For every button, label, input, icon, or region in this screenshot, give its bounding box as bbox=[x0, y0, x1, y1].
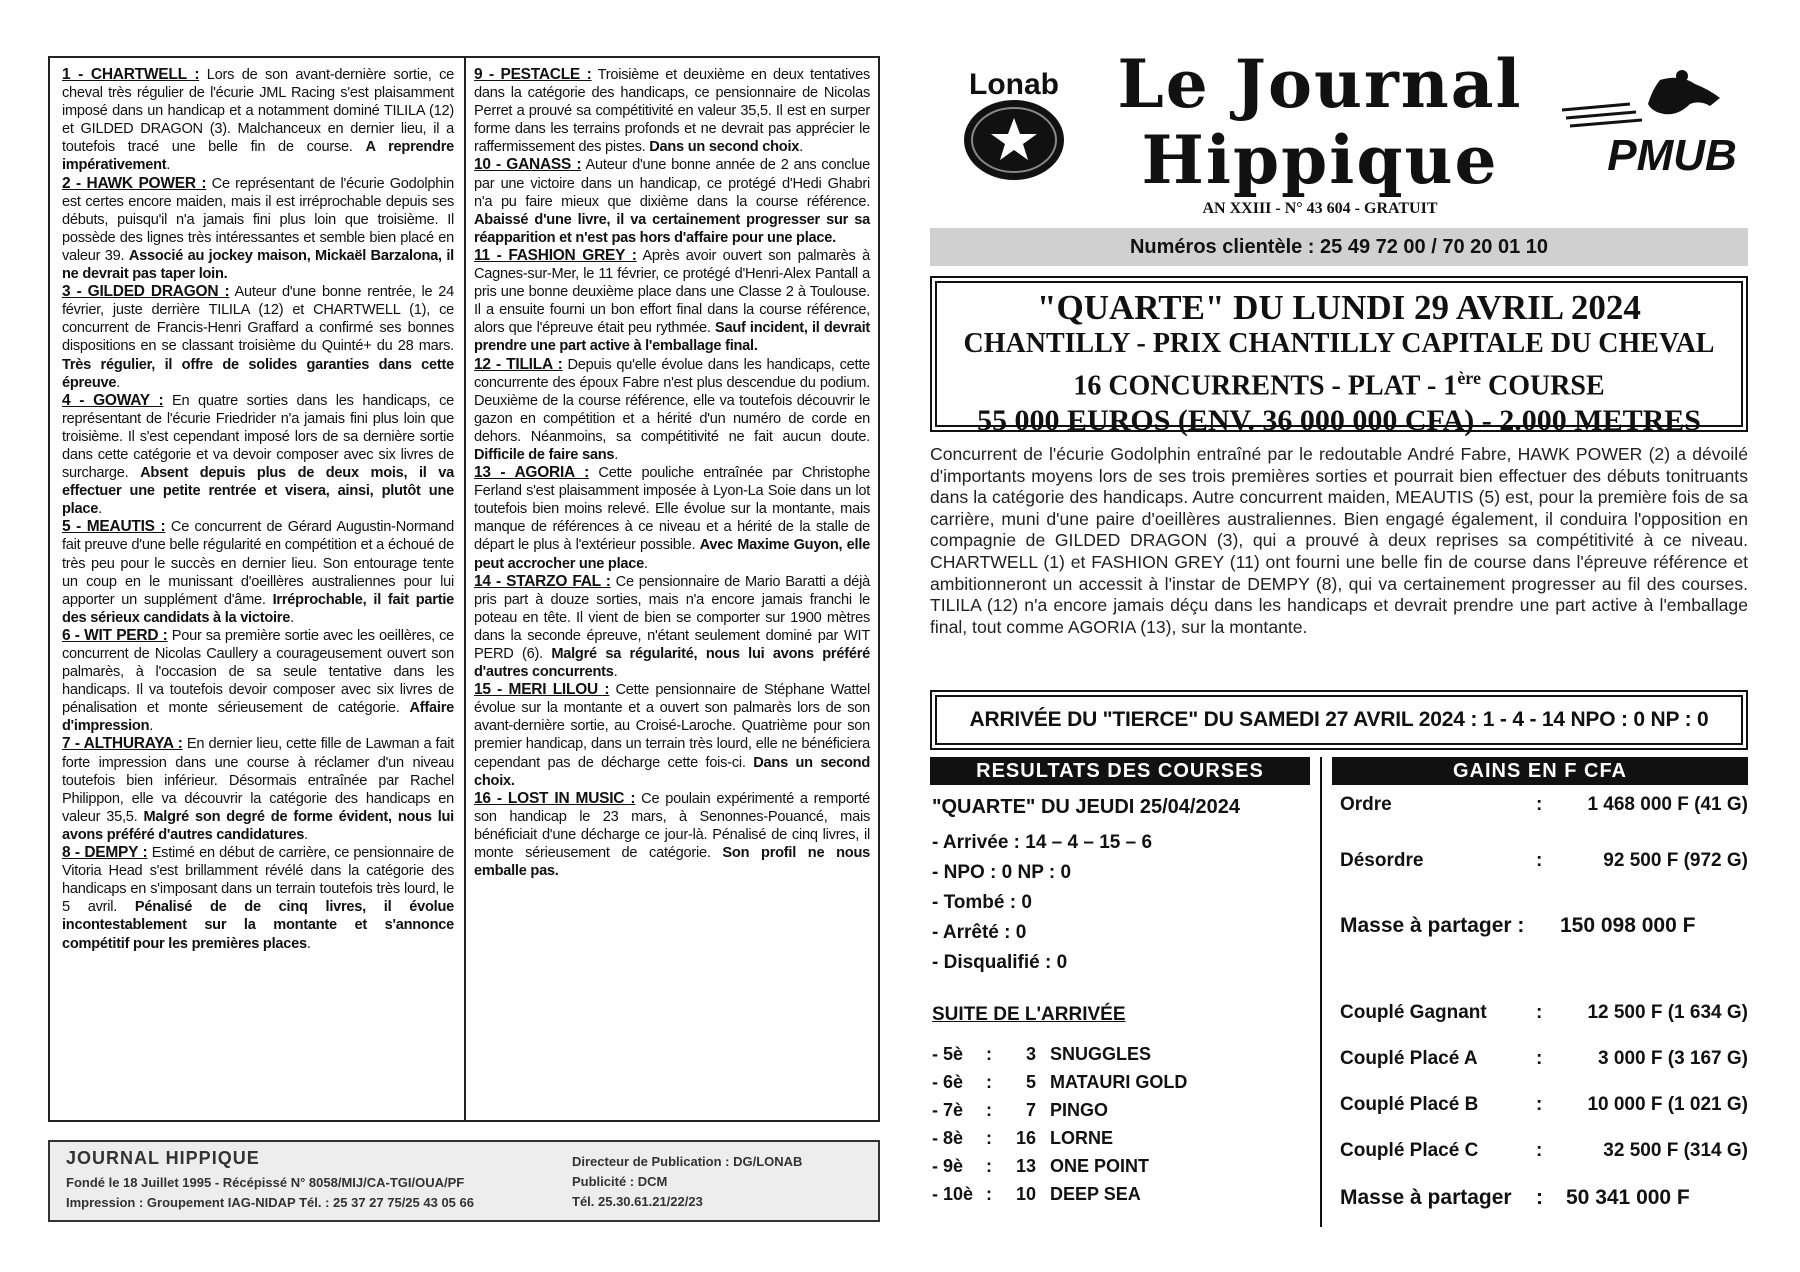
horse-name: 14 - STARZO FAL : bbox=[474, 572, 611, 590]
tierce-result-text: ARRIVÉE DU "TIERCE" DU SAMEDI 27 AVRIL 2024 : 1 - 4 - 14 NPO : 0 NP : 0 bbox=[935, 695, 1743, 745]
horse-comment: Auteur d'une bonne rentrée, le 24 février, juste derrière TILILA (12) et CHARTWELL (1), ce concurrent de Francis-Henri Graffard a confirmé ses bonnes dispositions en se classant troisième du Quinté+ du 28 mars. bbox=[62, 284, 454, 355]
gains-sep: : bbox=[1536, 1186, 1543, 1209]
suite-rank: - 7è bbox=[932, 1100, 964, 1120]
horse-entry bbox=[474, 681, 870, 790]
publication-footer bbox=[48, 1140, 880, 1222]
suite-rank: - 5è bbox=[932, 1044, 964, 1064]
customer-numbers-bar: Numéros clientèle : 25 49 72 00 / 70 20 01 10 bbox=[930, 228, 1748, 266]
suite-number: 10 bbox=[1015, 1184, 1036, 1204]
horse-entry bbox=[474, 356, 870, 465]
suite-title: SUITE DE L'ARRIVÉE bbox=[932, 1004, 1126, 1025]
quarte-date: "QUARTE" DU LUNDI 29 AVRIL 2024 bbox=[1037, 288, 1641, 327]
results-arrival: - Arrivée : 14 – 4 – 15 – 6 bbox=[932, 832, 1153, 853]
footer-founded: Fondé le 18 Juillet 1995 - Récépissé N° 8058/MIJ/CA-TGI/OUA/PF bbox=[66, 1175, 465, 1190]
lonab-wordmark: Lonab bbox=[969, 70, 1059, 101]
gains-value: 32 500 F (314 G) bbox=[1603, 1140, 1748, 1161]
suite-number: 3 bbox=[1025, 1044, 1036, 1064]
quarte-race-name: CHANTILLY - PRIX CHANTILLY CAPITALE DU CHEVAL bbox=[963, 328, 1715, 359]
gains-value: 12 500 F (1 634 G) bbox=[1587, 1002, 1748, 1023]
gains-sep: : bbox=[1536, 1002, 1543, 1023]
suite-number: 7 bbox=[1025, 1100, 1036, 1120]
horse-verdict-end: . bbox=[149, 718, 154, 735]
suite-horse-name: SNUGGLES bbox=[1050, 1044, 1152, 1064]
suite-number: 13 bbox=[1015, 1156, 1036, 1176]
gains-label: Masse à partager : bbox=[1340, 914, 1525, 937]
horse-comment: Lors de son avant-dernière sortie, ce cheval très régulier de l'écurie JML Racing s'est plaisamment imposé dans un handicap et a notamment dominé TILILA (12) et GILDED DRAGON (3). Malchanceux en dernier lieu, il a toutefois tracé une belle fin de course. bbox=[62, 67, 454, 156]
horse-verdict-end: . bbox=[614, 446, 619, 463]
footer-advertising: Publicité : DCM bbox=[572, 1174, 668, 1189]
gains-row bbox=[1336, 1094, 1750, 1122]
gains-sep: : bbox=[1536, 850, 1543, 871]
suite-row bbox=[928, 1184, 1308, 1210]
horse-comment: Auteur d'une bonne année de 2 ans conclue par une victoire dans un handicap, ce protégé d'Hedi Ghabri n'a pu faire mieux que dixième dans la course référence. bbox=[474, 157, 870, 210]
horse-comment: Cette pouliche entraînée par Christophe Ferland s'est plaisamment imposée à Lyon-La Soie dans un lot toutefois bien moins relevé. Elle évolue sur la montante, mais manque de références à ce niveau et a hérité de la stalle de départ le plus à l'extérieur possible. bbox=[474, 465, 870, 554]
horse-verdict: A reprendre impérativement bbox=[62, 139, 454, 174]
gains-label: Masse à partager bbox=[1340, 1186, 1512, 1209]
quarte-title-box bbox=[930, 276, 1748, 438]
gains-row bbox=[1336, 1002, 1750, 1030]
gains-row bbox=[1336, 1186, 1750, 1214]
horse-name: 16 - LOST IN MUSIC : bbox=[474, 789, 636, 807]
suite-row bbox=[928, 1100, 1308, 1126]
horse-verdict-end: . bbox=[306, 935, 311, 952]
edition-line: AN XXIII - N° 43 604 - GRATUIT bbox=[1202, 200, 1438, 217]
horse-verdict: Irréprochable, il fait partie des sérieux candidats à la victoire bbox=[62, 591, 454, 626]
gains-value: 92 500 F (972 G) bbox=[1603, 850, 1748, 871]
horse-comment: En quatre sorties dans les handicaps, ce représentant de l'écurie Friedrider n'a jamais fini plus loin que troisième. Il s'est cependant imposé lors de sa dernière sortie dans cette catégorie et va devoir composer avec six livres de surcharge. bbox=[62, 392, 454, 482]
horse-verdict: Associé au jockey maison, Mickaël Barzalona, il ne devrait pas taper loin. bbox=[62, 247, 454, 283]
lonab-logo bbox=[958, 70, 1070, 184]
horse-name: 7 - ALTHURAYA : bbox=[62, 735, 183, 753]
horse-name: 6 - WIT PERD : bbox=[62, 626, 168, 644]
suite-rank: - 8è bbox=[932, 1128, 964, 1148]
horse-verdict: Sauf incident, il devrait prendre une part active à l'emballage final. bbox=[474, 320, 870, 355]
horse-entry bbox=[62, 66, 454, 175]
horse-comment: Depuis qu'elle évolue dans les handicaps, cette concurrente des époux Fabre n'est plus descendue du podium. Deuxième de la course référence, elle va toutefois découvrir le gazon en compétition et a hérité d'un numéro de corde en dehors. Néanmoins, sa compétitivité ne fait aucun doute. bbox=[474, 356, 870, 445]
horse-verdict-end: . bbox=[290, 609, 294, 626]
horse-name: 10 - GANASS : bbox=[474, 156, 582, 174]
gains-label: Couplé Placé A bbox=[1340, 1048, 1478, 1069]
horse-entry bbox=[62, 627, 454, 736]
gains-label: Désordre bbox=[1340, 850, 1424, 871]
horse-name: 1 - CHARTWELL : bbox=[62, 66, 200, 83]
horse-entry bbox=[474, 156, 870, 246]
footer-title: JOURNAL HIPPIQUE bbox=[66, 1148, 260, 1168]
column-divider bbox=[464, 58, 466, 1120]
footer-director: Directeur de Publication : DG/LONAB bbox=[572, 1154, 803, 1169]
race-preview-paragraph: Concurrent de l'écurie Godolphin entraîné par le redoutable André Fabre, HAWK POWER (2) a dévoilé d'importants moyens lors de ses trois premières sorties et pourrait bien effectuer des débuts tonitruants dans la catégorie des handicaps. Autre concurrent maiden, MEAUTIS (5) est, pour la première fois de sa carrière, muni d'une paire d'oeillères australiennes. Bien engagé également, il conduira l'opposition en compagnie de GILDED DRAGON (3), qui a prouvé à deux reprises sa compétitivité à ce niveau. CHARTWELL (1) et FASHION GREY (11) ont fourni une belle fin de course dans l'épreuve référence et ambitionneront un accessit à l'instar de DEMPY (8), qui va certainement progresser au fil des courses. TILILA (12) n'a encore jamais déçu dans les handicaps et devrait prendre une part active à l'emballage final, tout comme AGORIA (13), sur la montante. bbox=[930, 444, 1748, 637]
horse-verdict: Dans un second choix. bbox=[474, 754, 870, 789]
horse-verdict-end: . bbox=[644, 555, 648, 572]
horse-comment: Estimé en début de carrière, ce pensionnaire de Vitoria Head s'est brillamment révélé dans la catégorie des handicaps en s'imposant dans un terrain toutefois très lourd, le 5 avril. bbox=[62, 845, 455, 916]
suite-number: 5 bbox=[1025, 1072, 1036, 1092]
gains-row bbox=[1336, 914, 1750, 942]
results-header: RESULTATS DES COURSES bbox=[930, 757, 1310, 785]
gains-value: 1 468 000 F (41 G) bbox=[1587, 794, 1748, 815]
footer-phone: Tél. 25.30.61.21/22/23 bbox=[572, 1194, 703, 1209]
horse-name: 12 - TILILA : bbox=[474, 355, 563, 373]
horse-verdict-end: . bbox=[166, 157, 171, 174]
gains-label: Couplé Placé B bbox=[1340, 1094, 1479, 1115]
horse-commentary-box bbox=[48, 56, 880, 1122]
horse-name: 13 - AGORIA : bbox=[474, 464, 589, 482]
commentary-column-2 bbox=[474, 66, 870, 1114]
suite-number: 16 bbox=[1015, 1128, 1036, 1148]
horse-entry bbox=[62, 844, 454, 953]
gains-row bbox=[1336, 794, 1750, 822]
horse-comment: Ce concurrent de Gérard Augustin-Normand fait preuve d'une belle régularité en compétition et a échoué de très peu pour le succès en dernier lieu. Son entourage tente un coup en le munissant d'oeillères australiennes pour lui apporter un supplément d'âme. bbox=[62, 519, 454, 608]
results-stopped: - Arrêté : 0 bbox=[932, 922, 1027, 943]
horse-entry bbox=[474, 464, 870, 573]
masthead-line-2: Hippique bbox=[1141, 121, 1499, 199]
horse-verdict: Très régulier, il offre de solides garanties dans cette épreuve bbox=[62, 356, 454, 391]
gains-row bbox=[1336, 850, 1750, 878]
horse-verdict-end: . bbox=[799, 139, 803, 156]
gains-value: 10 000 F (1 021 G) bbox=[1587, 1094, 1748, 1115]
suite-sep: : bbox=[986, 1128, 992, 1148]
horse-comment: Troisième et deuxième en deux tentatives dans la catégorie des handicaps, ce pensionnaire de Nicolas Perret a prouvé sa compétitivité en valeur 35,5. Il est en surper forme dans les terrains profonds et ne devrait pas apprécier le raffermissement des pistes. bbox=[474, 67, 870, 156]
footer-printing: Impression : Groupement IAG-NIDAP Tél. : 25 37 27 75/25 43 05 66 bbox=[66, 1195, 474, 1210]
horse-verdict: Son profil ne nous emballe pas. bbox=[474, 845, 870, 880]
horse-entry bbox=[474, 790, 870, 880]
gains-sep: : bbox=[1536, 794, 1543, 815]
pmub-wordmark: PMUB bbox=[1607, 131, 1737, 180]
horse-comment: Pour sa première sortie avec les oeillères, ce concurrent de Nicolas Caullery a courageusement ouvert son palmarès, à l'occasion de sa seule tentative dans les handicaps. Il va toutefois devoir composer avec six livres de pénalisation et monte sérieusement de catégorie. bbox=[62, 627, 454, 717]
suite-horse-name: DEEP SEA bbox=[1050, 1184, 1141, 1204]
horse-verdict: Absent depuis plus de deux mois, il va effectuer une petite rentrée et visera, ainsi, plutôt une place bbox=[62, 465, 454, 518]
gains-sep: : bbox=[1536, 1048, 1543, 1069]
horse-name: 2 - HAWK POWER : bbox=[62, 174, 207, 192]
results-fallen: - Tombé : 0 bbox=[932, 892, 1032, 913]
quarte-purse: 55 000 EUROS (ENV. 36 000 000 CFA) - 2.000 METRES bbox=[977, 404, 1701, 438]
horse-verdict-end: . bbox=[304, 826, 308, 843]
horse-verdict: Pénalisé de de cinq livres, il évolue incontestablement sur la montante et s'annonce compétitif pour les premières places bbox=[62, 899, 454, 952]
suite-row bbox=[928, 1128, 1308, 1154]
suite-rank: - 10è bbox=[932, 1184, 974, 1204]
masthead-line-1: Le Journal bbox=[1117, 45, 1523, 123]
gains-header: GAINS EN F CFA bbox=[1332, 757, 1748, 785]
quarte-runners: 16 CONCURRENTS - PLAT - 1ère COURSE bbox=[1073, 368, 1605, 402]
suite-horse-name: LORNE bbox=[1050, 1128, 1113, 1148]
horse-entry bbox=[62, 283, 454, 392]
horse-name: 11 - FASHION GREY : bbox=[474, 246, 637, 264]
suite-rank: - 9è bbox=[932, 1156, 964, 1176]
suite-horse-name: MATAURI GOLD bbox=[1050, 1072, 1188, 1092]
suite-horse-name: PINGO bbox=[1050, 1100, 1109, 1120]
gains-sep: : bbox=[1536, 1094, 1543, 1115]
masthead-title bbox=[1080, 46, 1560, 198]
pmub-logo bbox=[1560, 70, 1750, 180]
gains-label: Couplé Placé C bbox=[1340, 1140, 1479, 1161]
gains-label: Ordre bbox=[1340, 794, 1392, 815]
suite-sep: : bbox=[986, 1044, 992, 1064]
horse-comment: Après avoir ouvert son palmarès à Cagnes-sur-Mer, le 11 février, ce protégé d'Henri-Alex Pantall a pris une bonne deuxième place dans une Classe 2 à Toulouse. Il a ensuite fourni un bon effort final dans la course référence, alors que l'épreuve était peu rythmée. bbox=[474, 247, 870, 337]
suite-rank: - 6è bbox=[932, 1072, 964, 1092]
horse-entry bbox=[62, 392, 454, 519]
horse-entry bbox=[62, 518, 454, 627]
suite-horse-name: ONE POINT bbox=[1050, 1156, 1150, 1176]
gains-sep: : bbox=[1536, 1140, 1543, 1161]
horse-verdict: Abaissé d'une livre, il va certainement progresser sur sa réapparition et n'est pas hors d'affaire pour une place. bbox=[474, 211, 870, 246]
results-disqualified: - Disqualifié : 0 bbox=[932, 952, 1068, 973]
horse-verdict: Dans un second choix bbox=[649, 139, 800, 156]
tierce-result-box bbox=[930, 690, 1748, 750]
horse-entry bbox=[62, 175, 454, 284]
gains-row bbox=[1336, 1140, 1750, 1168]
commentary-column-1 bbox=[62, 66, 454, 1114]
horse-comment: Ce pensionnaire de Mario Baratti a déjà pris part à douze sorties, mais n'a encore jamais franchi le poteau en tête. Il vient de bien se comporter sur 1900 mètres dans la seconde épreuve, n'étant seulement dominé par WIT PERD (6). bbox=[474, 573, 870, 662]
gains-value: 150 098 000 F bbox=[1560, 914, 1696, 937]
horse-verdict: Difficile de faire sans bbox=[474, 446, 615, 463]
horse-verdict: Malgré son degré de forme évident, nous lui avons préféré d'autres candidatures bbox=[62, 808, 454, 843]
horse-verdict-end: . bbox=[613, 664, 618, 681]
suite-row bbox=[928, 1044, 1308, 1070]
horse-entry bbox=[474, 573, 870, 682]
horse-verdict: Avec Maxime Guyon, elle peut accrocher une place bbox=[474, 537, 870, 572]
horse-entry bbox=[62, 735, 454, 844]
horse-entry bbox=[474, 247, 870, 356]
horse-entry bbox=[474, 66, 870, 156]
suite-sep: : bbox=[986, 1100, 992, 1120]
gains-value: 3 000 F (3 167 G) bbox=[1598, 1048, 1748, 1069]
suite-row bbox=[928, 1072, 1308, 1098]
suite-sep: : bbox=[986, 1184, 992, 1204]
horse-name: 4 - GOWAY : bbox=[62, 391, 164, 409]
results-npo: - NPO : 0 NP : 0 bbox=[932, 862, 1072, 883]
horse-comment: Ce poulain expérimenté a remporté son handicap le 23 mars, à Senonnes-Pouancé, mais bénéficiait d'une décharge ce jour-là. Pénalisé de cinq livres, il monte sérieusement de catégorie. bbox=[474, 790, 870, 862]
horse-name: 3 - GILDED DRAGON : bbox=[62, 283, 230, 301]
suite-sep: : bbox=[986, 1156, 992, 1176]
gains-label: Couplé Gagnant bbox=[1340, 1002, 1487, 1023]
results-divider bbox=[1320, 757, 1322, 1227]
horse-verdict-end: . bbox=[116, 374, 121, 391]
horse-verdict-end: . bbox=[98, 501, 102, 518]
horse-comment: En dernier lieu, cette fille de Lawman a fait forte impression dans une course à réclamer d'un niveau toutefois bien inférieur. Désormais entraînée par Rachel Philippon, elle va découvrir la catégorie des handicaps en valeur 35,5. bbox=[62, 736, 455, 825]
horse-name: 8 - DEMPY : bbox=[62, 844, 148, 862]
gains-value: 50 341 000 F bbox=[1566, 1186, 1690, 1209]
horse-comment: Ce représentant de l'écurie Godolphin est certes encore maiden, mais il est irréprochable depuis ses débuts, puisqu'il n'a jamais fini plus loin que troisième. Il possède des lignes très intéressantes et semble bien placé en valeur 39. bbox=[62, 175, 454, 264]
horse-comment: Cette pensionnaire de Stéphane Wattel évolue sur la montante et a ouvert son palmarès lors de son avant-dernière sortie, au Croisé-Laroche. Quatrième pour son premier handicap, dans un terrain très lourd, elle ne bénéficiera cependant pas de décharge cette fois-ci. bbox=[474, 682, 870, 771]
horse-name: 15 - MERI LILOU : bbox=[474, 681, 610, 699]
results-race-title: "QUARTE" DU JEUDI 25/04/2024 bbox=[932, 796, 1240, 818]
horse-name: 9 - PESTACLE : bbox=[474, 66, 592, 83]
horse-name: 5 - MEAUTIS : bbox=[62, 518, 166, 536]
horse-verdict: Affaire d'impression bbox=[62, 700, 454, 735]
suite-sep: : bbox=[986, 1072, 992, 1092]
horse-verdict: Malgré sa régularité, nous lui avons préféré d'autres concurrents bbox=[474, 646, 870, 681]
suite-row bbox=[928, 1156, 1308, 1182]
gains-row bbox=[1336, 1048, 1750, 1076]
